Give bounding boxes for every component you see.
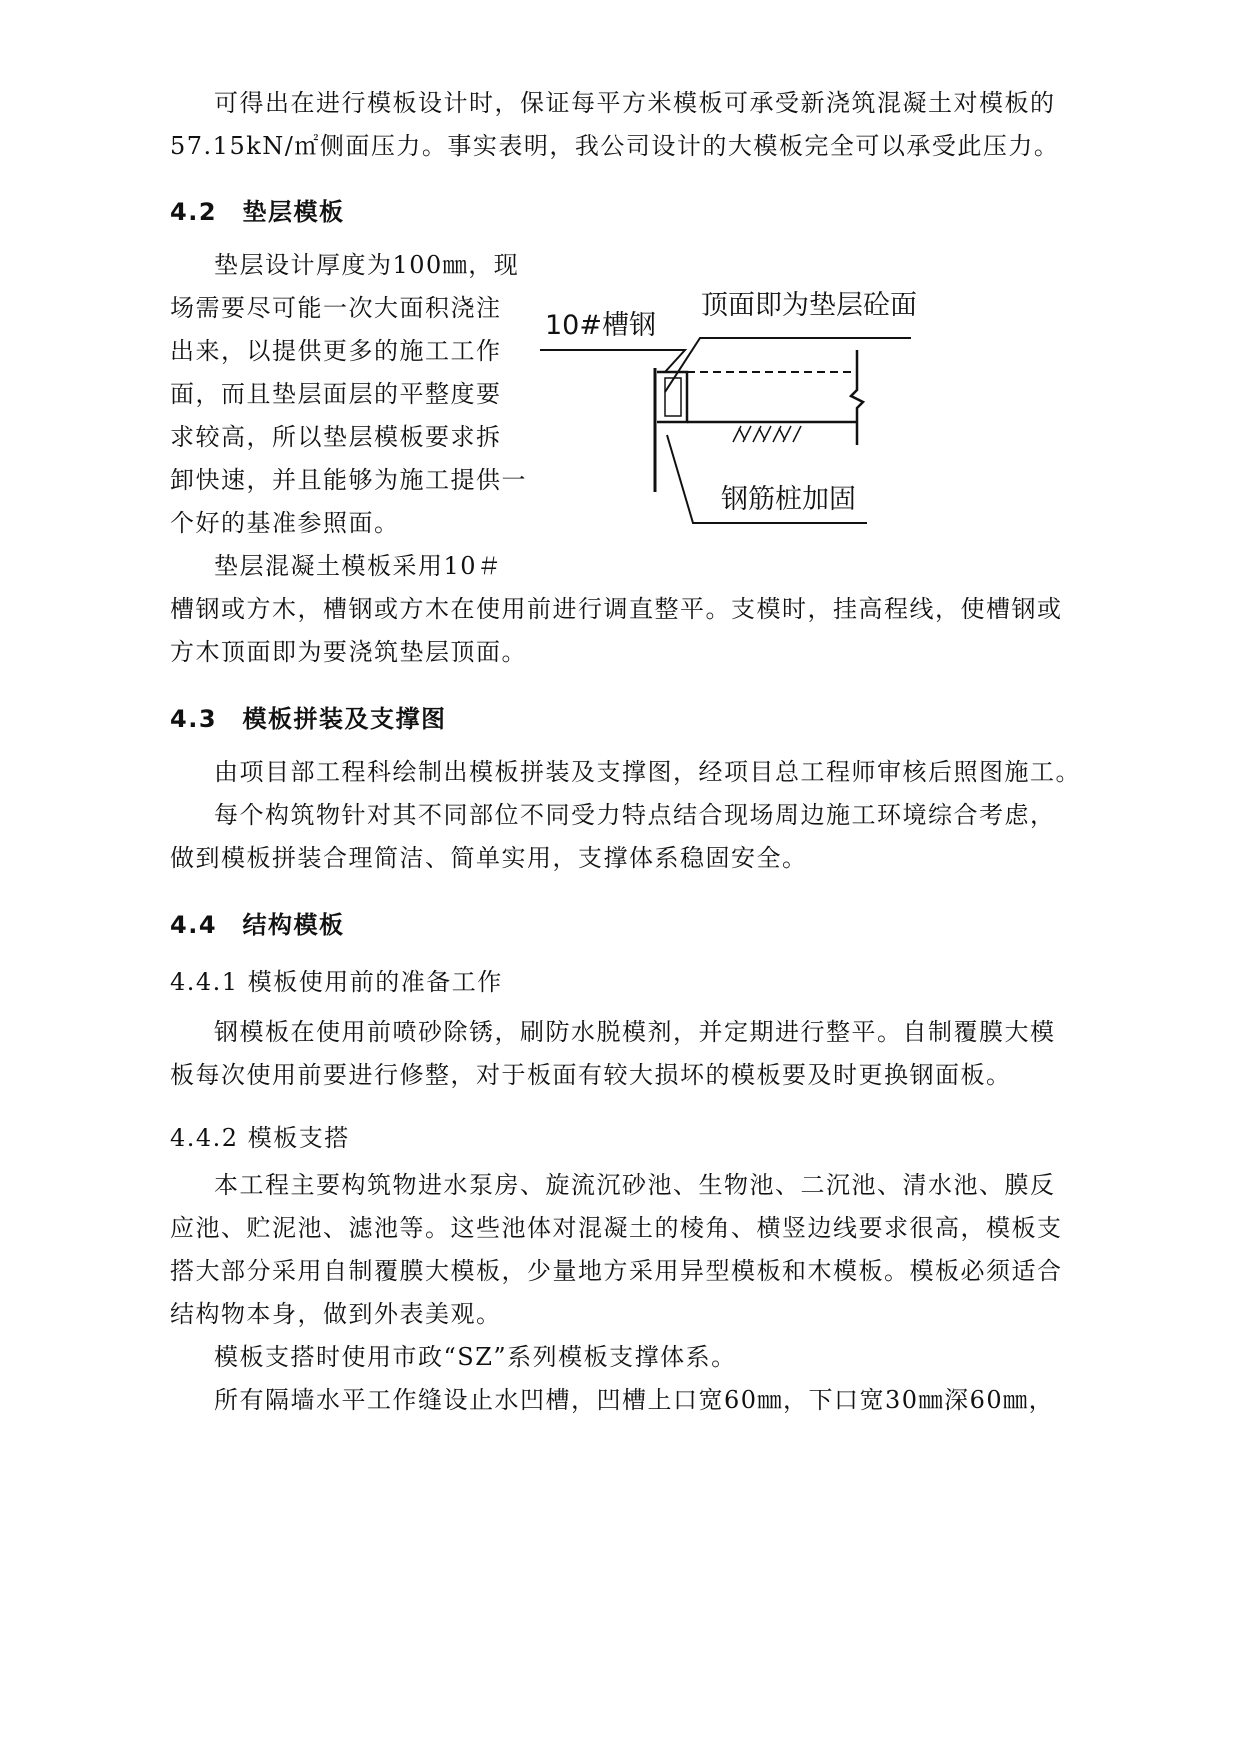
sec42-para1-line-4: 面，而且垫层面层的平整度要: [170, 380, 502, 408]
channel-leader-line: [540, 350, 685, 372]
section-4-3-heading: 4.3 模板拼装及支撑图: [170, 705, 447, 733]
sec43-para1-line-1: 由项目部工程科绘制出模板拼装及支撑图，经项目总工程师审核后照图施工。: [214, 758, 1081, 786]
sec42-para2-line-1: 垫层混凝土模板采用10＃: [214, 552, 503, 580]
sec43-para2-line-2: 做到模板拼装合理简洁、简单实用，支撑体系稳固安全。: [170, 844, 808, 872]
sec42-para1-line-3: 出来，以提供更多的施工工作: [170, 337, 502, 365]
sec42-para2-line-3: 方木顶面即为要浇筑垫层顶面。: [170, 638, 527, 666]
channel-inner: [665, 378, 681, 416]
sec42-para2-line-2: 槽钢或方木，槽钢或方木在使用前进行调直整平。支模时，挂高程线，使槽钢或: [170, 595, 1063, 623]
soil-hatching: [733, 426, 801, 442]
sec42-para1-line-2: 场需要尽可能一次大面积浇注: [170, 294, 502, 322]
sec42-para1-line-1: 垫层设计厚度为100㎜，现: [214, 251, 520, 279]
sec442-para1-line-4: 结构物本身，做到外表美观。: [170, 1300, 502, 1328]
top-leader-line: [665, 338, 911, 392]
sec42-para1-line-6: 卸快速，并且能够为施工提供一: [170, 466, 527, 494]
section-4-4-2-heading: 4.4.2 模板支搭: [170, 1124, 350, 1152]
paragraph-1-line-2: 57.15kN/㎡侧面压力。事实表明，我公司设计的大模板完全可以承受此压力。: [170, 132, 1060, 160]
sec42-para1-line-7: 个好的基准参照面。: [170, 509, 400, 537]
sec42-para1-line-5: 求较高，所以垫层模板要求拆: [170, 423, 502, 451]
break-symbol: [851, 350, 863, 445]
label-rebar-pile: 钢筋桩加固: [721, 484, 856, 515]
sec442-para3-line-1: 所有隔墙水平工作缝设止水凹槽，凹槽上口宽60㎜，下口宽30㎜深60㎜，: [214, 1386, 1055, 1414]
label-10-channel: 10#槽钢: [545, 310, 656, 341]
paragraph-1-line-1: 可得出在进行模板设计时，保证每平方米模板可承受新浇筑混凝土对模板的: [214, 89, 1056, 117]
sec43-para2-line-1: 每个构筑物针对其不同部位不同受力特点结合现场周边施工环境综合考虑，: [214, 801, 1056, 829]
label-top-surface: 顶面即为垫层砼面: [701, 290, 917, 321]
section-4-4-heading: 4.4 结构模板: [170, 911, 345, 939]
sec441-para-line-1: 钢模板在使用前喷砂除锈，刷防水脱模剂，并定期进行整平。自制覆膜大模: [214, 1018, 1056, 1046]
sec442-para2-line-1: 模板支搭时使用市政“SZ”系列模板支撑体系。: [214, 1343, 737, 1371]
section-4-2-heading: 4.2 垫层模板: [170, 198, 345, 226]
sec441-para-line-2: 板每次使用前要进行修整，对于板面有较大损坏的模板要及时更换钢面板。: [170, 1061, 1012, 1089]
sec442-para1-line-1: 本工程主要构筑物进水泵房、旋流沉砂池、生物池、二沉池、清水池、膜反: [214, 1171, 1056, 1199]
sec442-para1-line-3: 搭大部分采用自制覆膜大模板，少量地方采用异型模板和木模板。模板必须适合: [170, 1257, 1063, 1285]
section-4-4-1-heading: 4.4.1 模板使用前的准备工作: [170, 968, 503, 996]
sec442-para1-line-2: 应池、贮泥池、滤池等。这些池体对混凝土的棱角、横竖边线要求很高，模板支: [170, 1214, 1063, 1242]
formwork-diagram: [545, 290, 1045, 610]
